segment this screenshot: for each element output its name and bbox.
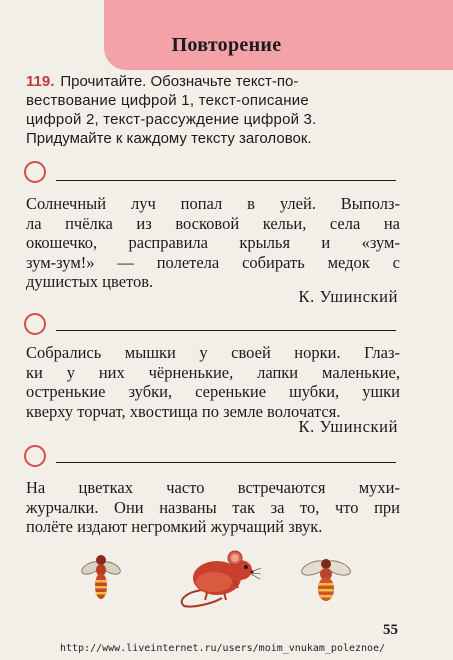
task-instructions bbox=[26, 72, 396, 148]
story-line: окошечко, расправила крылья и «зум- bbox=[26, 233, 400, 252]
story-line: ла пчёлка из восковой кельи, села на bbox=[26, 213, 400, 233]
story-line: кверху торчат, хвостища по земле волочатся. bbox=[26, 401, 341, 421]
task-line-4: Придумайте к каждому тексту заголовок. bbox=[26, 130, 312, 147]
story-line: Собрались мышки у своей норки. Глаз- bbox=[26, 343, 400, 362]
story-line: остренькие зубки, серенькие шубки, ушки bbox=[26, 382, 400, 401]
task-line-3: цифрой 2, текст-рассуждение цифрой 3. bbox=[26, 111, 317, 128]
illustrations bbox=[0, 540, 453, 610]
story-bee bbox=[26, 194, 400, 292]
answer-number-circle-1[interactable] bbox=[24, 161, 46, 183]
task-line-2: вествование цифрой 1, текст-описание bbox=[26, 92, 310, 109]
story-mice bbox=[26, 343, 400, 421]
story-author-2: К. Ушинский bbox=[298, 417, 398, 436]
answer-number-circle-2[interactable] bbox=[24, 313, 46, 335]
title-answer-line-1[interactable] bbox=[56, 180, 396, 181]
story-line: На цветках часто встречаются мухи- bbox=[26, 478, 400, 497]
story-author-1: К. Ушинский bbox=[298, 287, 398, 306]
hoverfly-icon bbox=[80, 550, 122, 606]
story-hoverflies bbox=[26, 478, 400, 537]
title-answer-line-3[interactable] bbox=[56, 462, 396, 463]
task-number: 119. bbox=[26, 73, 55, 90]
bee-icon bbox=[300, 554, 352, 604]
story-line: ки у них чёрненькие, лапки маленькие, bbox=[26, 362, 400, 382]
source-url[interactable]: http://www.liveinternet.ru/users/moim_vnukam_poleznoe/ bbox=[60, 643, 386, 654]
story-line: душистых цветов. bbox=[26, 272, 154, 291]
story-line: зум-зум!» — полетела собирать медок с bbox=[26, 252, 400, 272]
story-line: журчалки. Они названы так за то, что при bbox=[26, 497, 400, 517]
page-number: 55 bbox=[383, 622, 398, 638]
task-line-1: 119. Прочитайте. Обозначьте текст-по- bbox=[26, 73, 299, 90]
page-title: Повторение bbox=[171, 34, 282, 56]
answer-number-circle-3[interactable] bbox=[24, 445, 46, 467]
story-line: Солнечный луч попал в улей. Выполз- bbox=[26, 194, 400, 213]
mouse-icon bbox=[172, 540, 262, 608]
title-answer-line-2[interactable] bbox=[56, 330, 396, 331]
story-line: полёте издают негромкий журчащий звук. bbox=[26, 517, 323, 536]
